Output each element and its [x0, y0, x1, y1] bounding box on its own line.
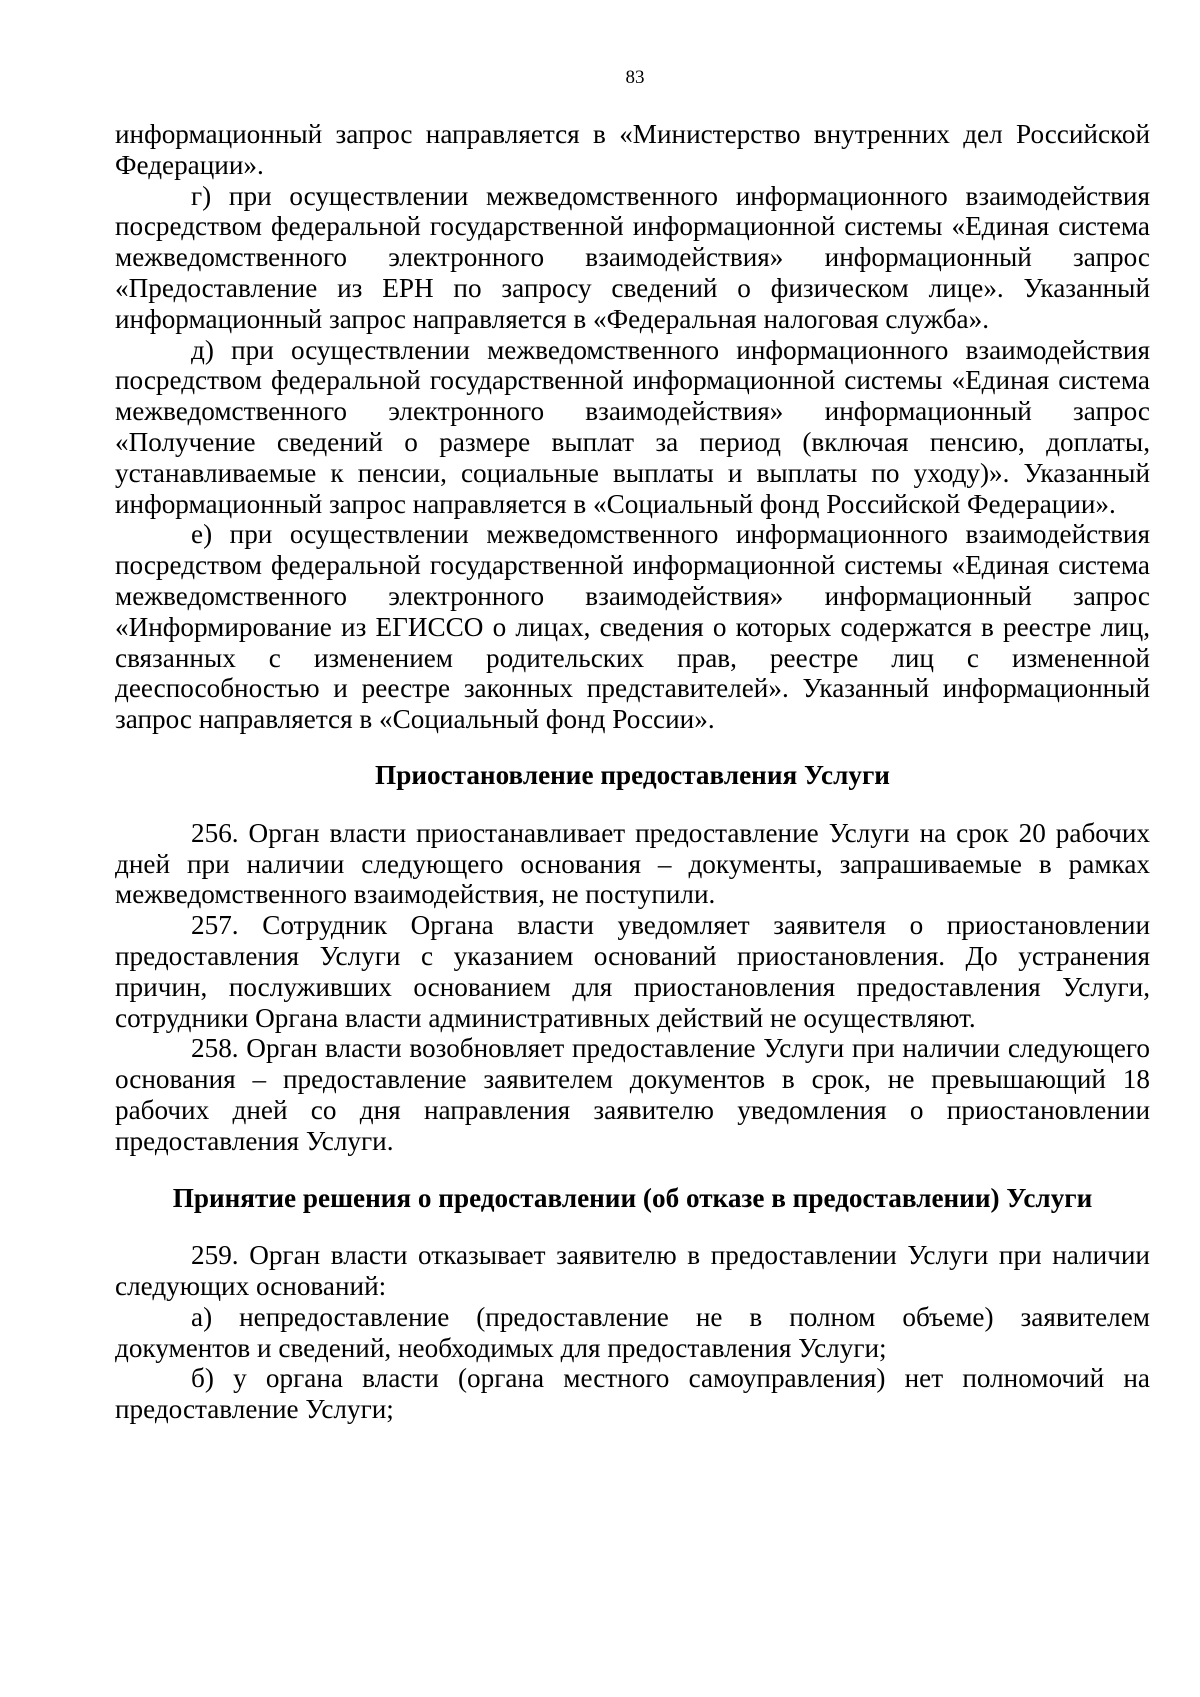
paragraph-item-g: г) при осуществлении межведомственного информационного взаимодействия посредством федеральной государственной информационной системы «Единая система межведомственного электронного взаимодействия» информационный запрос «Предоставление из ЕРН по запросу сведений о физическом лице». Указанный информационный запрос направляется в «Федеральная налоговая служба».: [115, 180, 1150, 334]
paragraph-item-e: е) при осуществлении межведомственного информационного взаимодействия посредством федеральной государственной информационной системы «Единая система межведомственного электронного взаимодействия» информационный запрос «Информирование из ЕГИССО о лицах, сведения о которых содержатся в реестре лиц, связанных с изменением родительских прав, реестре лиц с измененной дееспособностью и реестре законных представителей». Указанный информационный запрос направляется в «Социальный фонд России».: [115, 519, 1150, 735]
section-heading-decision: Принятие решения о предоставлении (об отказе в предоставлении) Услуги: [172, 1182, 1093, 1213]
paragraph-257: 257. Сотрудник Органа власти уведомляет заявителя о приостановлении предоставления Услуги с указанием оснований приостановления. До устранения причин, послуживших основанием для приостановления предоставления Услуги, сотрудники Органа власти административных действий не осуществляют.: [115, 910, 1150, 1033]
paragraph-continuation: информационный запрос направляется в «Министерство внутренних дел Российской Федерации».: [115, 119, 1150, 180]
section-heading-suspension: Приостановление предоставления Услуги: [375, 759, 890, 790]
paragraph-item-d: д) при осуществлении межведомственного информационного взаимодействия посредством федеральной государственной информационной системы «Единая система межведомственного электронного взаимодействия» информационный запрос «Получение сведений о размере выплат за период (включая пенсию, доплаты, устанавливаемые к пенсии, социальные выплаты и выплаты по уходу)». Указанный информационный запрос направляется в «Социальный фонд Российской Федерации».: [115, 334, 1150, 519]
paragraph-256: 256. Орган власти приостанавливает предоставление Услуги на срок 20 рабочих дней при наличии следующего основания – документы, запрашиваемые в рамках межведомственного взаимодействия, не поступили.: [115, 817, 1150, 910]
paragraph-item-a: а) непредоставление (предоставление не в полном объеме) заявителем документов и сведений, необходимых для предоставления Услуги;: [115, 1301, 1150, 1363]
document-body: [115, 119, 1150, 1425]
paragraph-258: 258. Орган власти возобновляет предоставление Услуги при наличии следующего основания – предоставление заявителем документов в срок, не превышающий 18 рабочих дней со дня направления заявителю уведомления о приостановлении предоставления Услуги.: [115, 1033, 1150, 1156]
page-number: 83: [625, 67, 645, 88]
paragraph-item-b: б) у органа власти (органа местного самоуправления) нет полномочий на предоставление Услуги;: [115, 1363, 1150, 1425]
paragraph-259: 259. Орган власти отказывает заявителю в предоставлении Услуги при наличии следующих оснований:: [115, 1240, 1150, 1302]
